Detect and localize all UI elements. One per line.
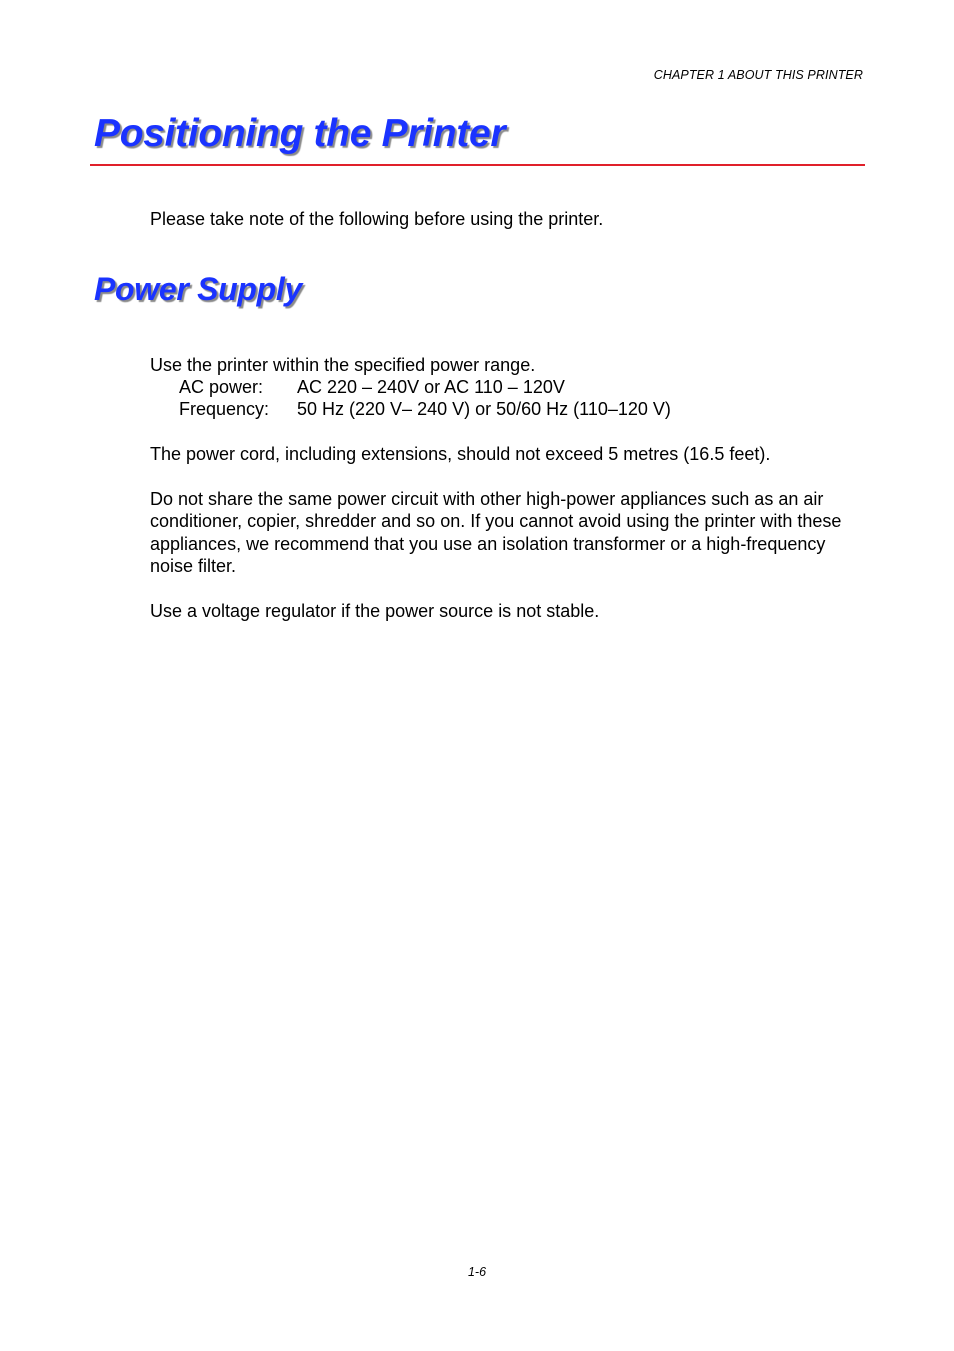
title-divider <box>90 164 865 166</box>
spec-value: 50 Hz (220 V– 240 V) or 50/60 Hz (110–120 V) <box>297 399 671 419</box>
power-cord-paragraph: The power cord, including extensions, should not exceed 5 metres (16.5 feet). <box>150 444 771 464</box>
spec-label: Frequency: <box>179 399 270 419</box>
power-circuit-paragraph: Do not share the same power circuit with other high-power appliances such as an air conditioner, copier, shredder and so on. If you cannot avoid using the printer with these appliances, we recommend that you use an isolation transformer or a high-frequency noise filter. <box>150 489 842 577</box>
chapter-header: CHAPTER 1 ABOUT THIS PRINTER <box>653 68 863 82</box>
page-number: 1-6 <box>467 1265 487 1279</box>
page-title: Positioning the Printer <box>94 112 506 155</box>
spec-row-ac-power <box>179 376 565 398</box>
spec-label: AC power: <box>179 377 264 397</box>
voltage-regulator-paragraph: Use a voltage regulator if the power source is not stable. <box>150 601 600 621</box>
intro-text: Please take note of the following before using the printer. <box>150 209 604 229</box>
spec-value: AC 220 – 240V or AC 110 – 120V <box>297 377 565 397</box>
spec-row-frequency <box>179 398 671 420</box>
power-range-lead: Use the printer within the specified power range. <box>150 355 536 375</box>
section-title-power-supply: Power Supply <box>94 271 302 307</box>
